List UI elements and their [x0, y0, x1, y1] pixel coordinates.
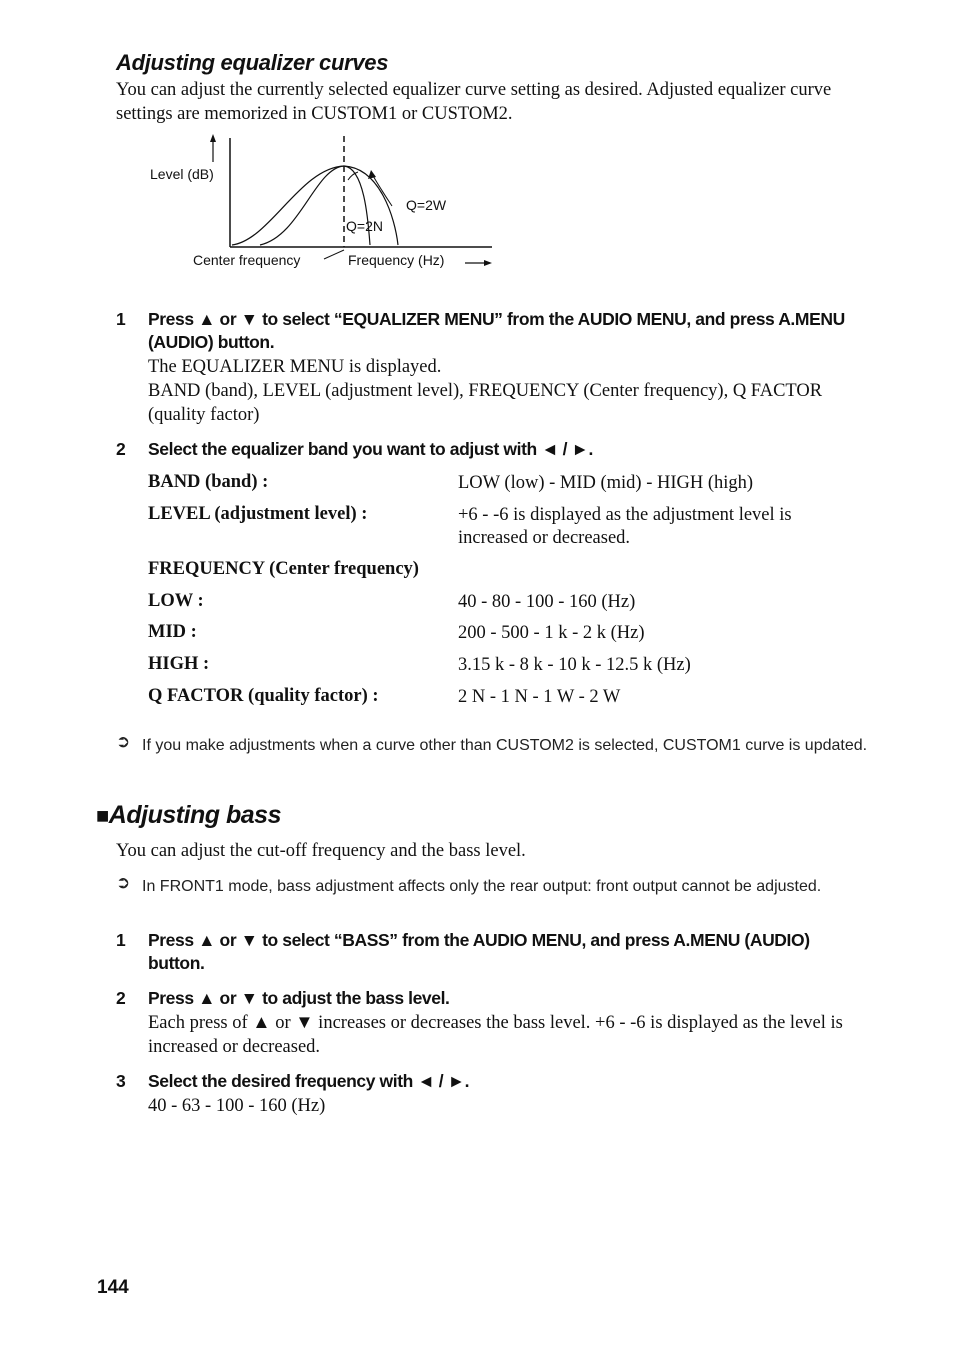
level-value: +6 - -6 is displayed as the adjustment level is increased or decreased. [458, 505, 792, 548]
section-heading-equalizer: Adjusting equalizer curves [116, 50, 389, 75]
note-arrow-icon: ➲ [116, 732, 131, 751]
note-text: If you make adjustments when a curve other than CUSTOM2 is selected, CUSTOM1 curve is updated. [142, 737, 868, 754]
step-description: BAND (band), LEVEL (adjustment level), FREQUENCY (Center frequency), Q FACTOR (quality factor) [148, 381, 823, 425]
frequency-heading: FREQUENCY (Center frequency) [148, 559, 419, 579]
level-label: LEVEL (adjustment level) : [148, 504, 368, 524]
high-label: HIGH : [148, 654, 210, 674]
center-frequency-label: Center frequency [193, 252, 301, 268]
step-number: 1 [116, 930, 126, 950]
step-instruction: Press ▲ or ▼ to select “BASS” from the AUDIO MENU, and press A.MENU (AUDIO) button. [148, 930, 810, 973]
q-adjust-arrow-head [368, 170, 376, 179]
center-frequency-pointer [324, 250, 344, 259]
q-factor-label: Q FACTOR (quality factor) : [148, 686, 379, 706]
bass-intro-text: You can adjust the cut-off frequency and the bass level. [116, 841, 526, 861]
section-heading-bass [96, 801, 281, 830]
high-value: 3.15 k - 8 k - 10 k - 12.5 k (Hz) [458, 655, 691, 675]
q2w-label: Q=2W [406, 197, 447, 213]
mid-label: MID : [148, 622, 197, 642]
step-number: 3 [116, 1071, 126, 1091]
equalizer-curve-diagram [140, 128, 520, 278]
band-value: LOW (low) - MID (mid) - HIGH (high) [458, 473, 754, 493]
low-value: 40 - 80 - 100 - 160 (Hz) [458, 592, 636, 612]
step-description: The EQUALIZER MENU is displayed. [148, 357, 442, 377]
band-label: BAND (band) : [148, 472, 269, 492]
section-heading-text: Adjusting bass [108, 801, 281, 829]
step-number: 2 [116, 988, 126, 1008]
section-marker-icon: ■ [96, 803, 109, 828]
note-text: In FRONT1 mode, bass adjustment affects only the rear output: front output cannot be adjusted. [142, 878, 822, 895]
frequency-arrow-head [484, 260, 492, 266]
step-instruction: Select the equalizer band you want to adjust with ◄ / ►. [148, 439, 593, 459]
q2n-label: Q=2N [346, 218, 383, 234]
level-arrow-head [210, 134, 216, 142]
note-arrow-icon: ➲ [116, 873, 131, 892]
equalizer-intro-text: You can adjust the currently selected equalizer curve setting as desired. Adjusted equalizer curve settings are memorized in CUSTOM1 or CUSTOM2. [116, 80, 832, 124]
frequency-axis-label: Frequency (Hz) [348, 252, 445, 268]
step-instruction: Press ▲ or ▼ to select “EQUALIZER MENU” from the AUDIO MENU, and press A.MENU (AUDIO) button. [148, 309, 845, 352]
page-number: 144 [97, 1277, 129, 1298]
step-instruction: Select the desired frequency with ◄ / ►. [148, 1071, 470, 1091]
q-factor-value: 2 N - 1 N - 1 W - 2 W [458, 687, 621, 707]
level-axis-label: Level (dB) [150, 166, 214, 182]
step-description: Each press of ▲ or ▼ increases or decreases the bass level. +6 - -6 is displayed as the level is increased or decreased. [148, 1013, 843, 1057]
step-description: 40 - 63 - 100 - 160 (Hz) [148, 1096, 326, 1116]
mid-value: 200 - 500 - 1 k - 2 k (Hz) [458, 623, 645, 643]
q-adjust-arrow [372, 174, 392, 206]
step-instruction: Press ▲ or ▼ to adjust the bass level. [148, 988, 450, 1008]
step-number: 2 [116, 439, 126, 459]
low-label: LOW : [148, 591, 204, 611]
step-number: 1 [116, 309, 126, 329]
